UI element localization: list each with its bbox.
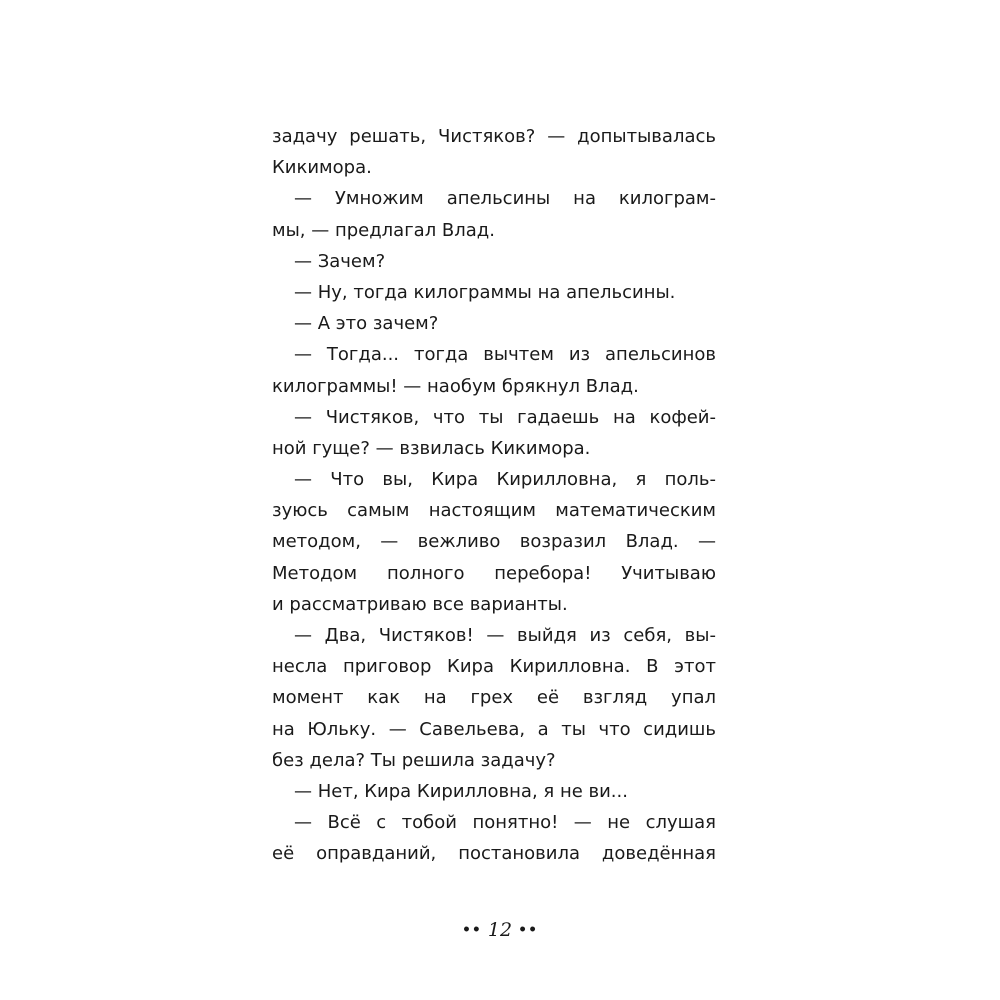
text-line: несла приговор Кира Кирилловна. В этот <box>272 656 716 678</box>
text-line: мы, — предлагал Влад. <box>272 219 495 241</box>
text-line: — А это зачем? <box>294 313 439 335</box>
text-line: ной гуще? — взвилась Кикимора. <box>272 437 591 459</box>
text-line: — Тогда... тогда вычтем из апельсинов <box>294 344 716 366</box>
text-line: задачу решать, Чистяков? — допытывалась <box>272 126 716 147</box>
text-line: — Чистяков, что ты гадаешь на кофей- <box>294 406 716 428</box>
text-line: — Всё с тобой понятно! — не слушая <box>294 812 716 834</box>
text-line: и рассматриваю все варианты. <box>272 593 568 615</box>
text-line: — Нет, Кира Кирилловна, я не ви... <box>294 780 628 802</box>
page-number-ornament-left: •• <box>461 922 482 938</box>
text-line: Методом полного перебора! Учитываю <box>272 562 716 584</box>
text-line: Кикимора. <box>272 157 372 179</box>
page-number: 12 <box>487 919 513 941</box>
text-line: — Зачем? <box>294 250 386 272</box>
text-line: зуюсь самым настоящим математическим <box>272 500 716 522</box>
text-line: — Что вы, Кира Кирилловна, я поль- <box>294 469 716 491</box>
text-line: — Ну, тогда килограммы на апельсины. <box>294 281 676 303</box>
text-line: — Два, Чистяков! — выйдя из себя, вы- <box>294 625 716 646</box>
text-line: момент как на грех её взгляд упал <box>272 687 716 709</box>
text-line: килограммы! — наобум брякнул Влад. <box>272 375 639 397</box>
text-line: — Умножим апельсины на килограм- <box>294 188 716 210</box>
page-body-text <box>272 121 716 870</box>
text-line: её оправданий, постановила доведённая <box>272 843 716 865</box>
text-line: без дела? Ты решила задачу? <box>272 749 556 771</box>
page-number-footer <box>0 918 1000 942</box>
text-line: на Юльку. — Савельева, а ты что сидишь <box>272 718 716 740</box>
text-line: методом, — вежливо возразил Влад. — <box>272 531 716 553</box>
page-number-ornament-right: •• <box>518 922 539 938</box>
